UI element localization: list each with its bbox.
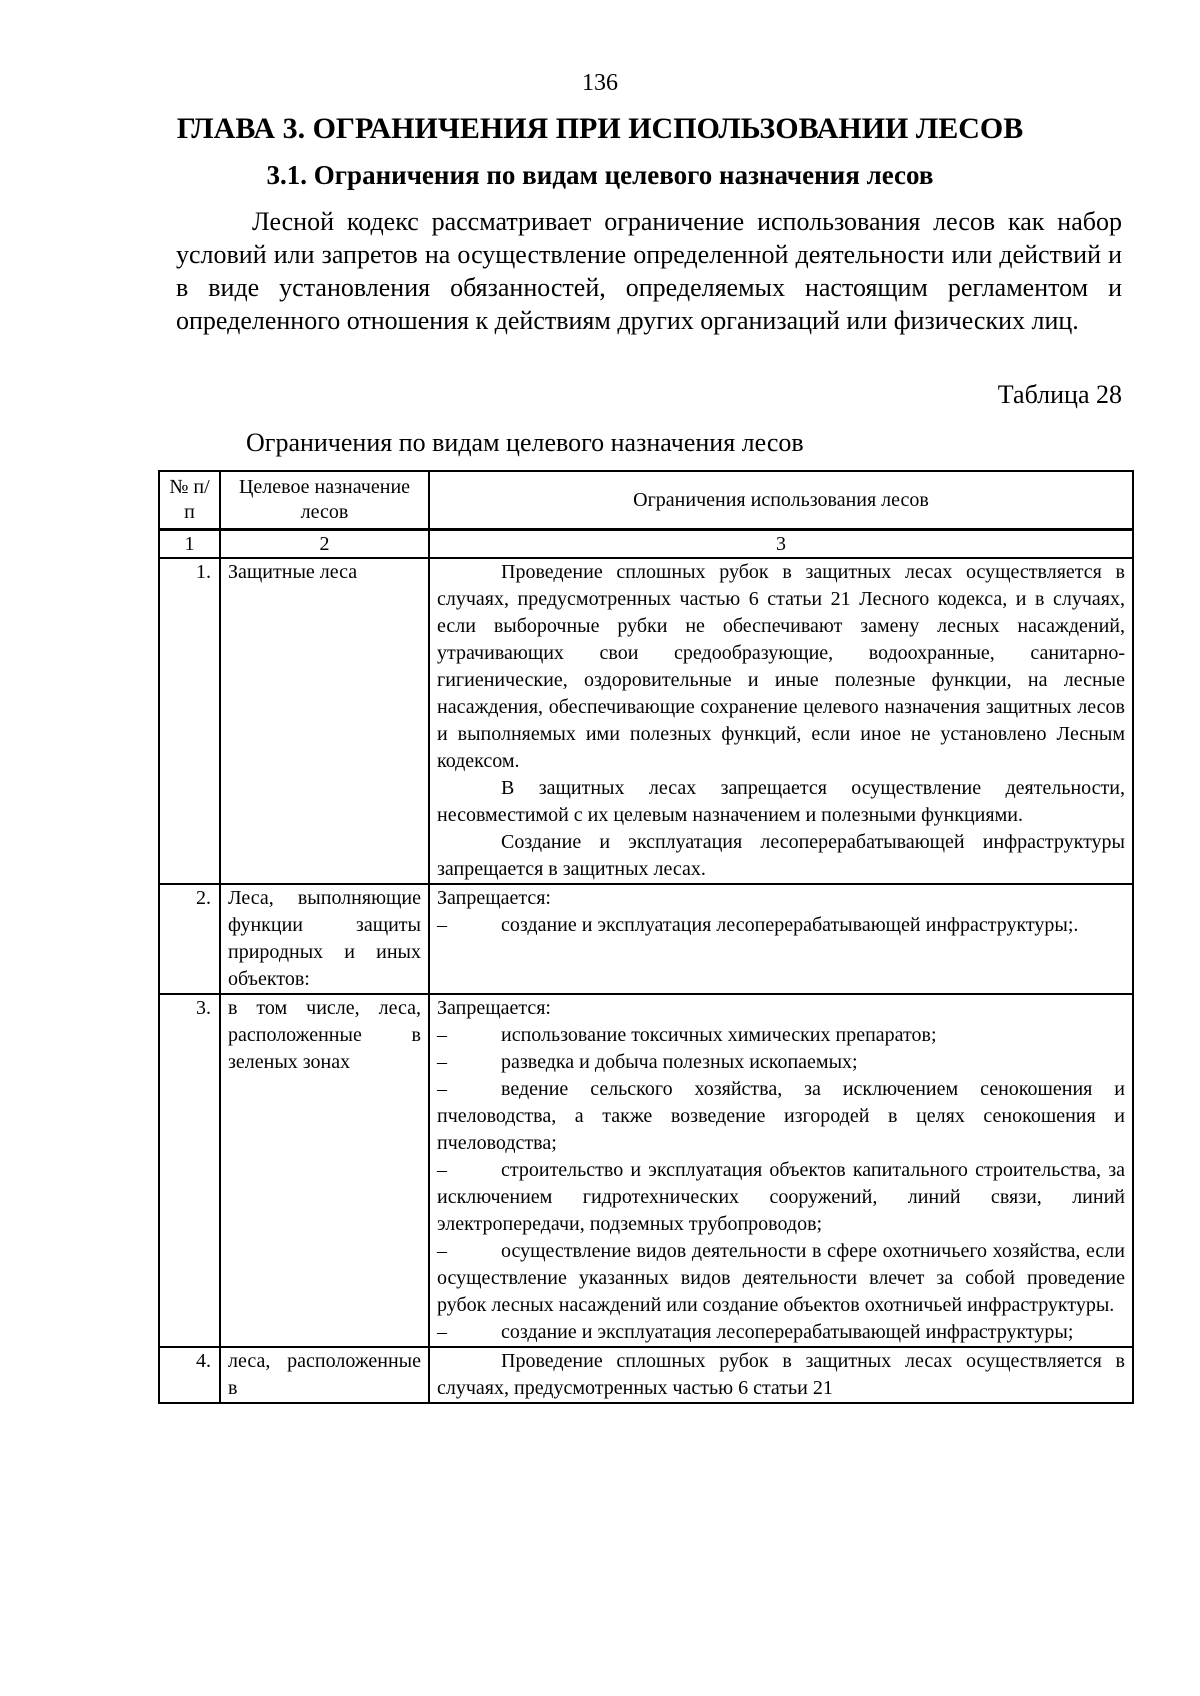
restriction-item-text: строительство и эксплуатация объектов капитального строительства, за исключением гидротехнических сооружений, линий связи, линий электропередачи, подземных трубопроводов; — [437, 1159, 1125, 1235]
column-number-row — [159, 530, 1133, 559]
restriction-item — [437, 1049, 1125, 1076]
dash-marker: – — [437, 914, 447, 936]
column-number: 3 — [429, 530, 1133, 559]
restriction-item — [437, 1076, 1125, 1157]
restriction-item-text: использование токсичных химических препаратов; — [501, 1024, 937, 1046]
row-number: 2. — [159, 884, 220, 994]
row-purpose: Защитные леса — [220, 558, 429, 884]
column-number: 2 — [220, 530, 429, 559]
restriction-item — [437, 912, 1125, 939]
table-number: Таблица 28 — [997, 380, 1122, 409]
restriction-item — [437, 1238, 1125, 1319]
dash-marker: – — [437, 1159, 447, 1181]
restriction-item — [437, 1319, 1125, 1346]
row-number: 4. — [159, 1347, 220, 1403]
restriction-item-text: разведка и добыча полезных ископаемых; — [501, 1051, 858, 1073]
column-number: 1 — [159, 530, 220, 559]
restriction-paragraph: Проведение сплошных рубок в защитных лесах осуществляется в случаях, предусмотренных частью 6 статьи 21 — [437, 1350, 1125, 1399]
page-number: 136 — [582, 70, 618, 96]
row-purpose: Леса, выполняющие функции защиты природных и иных объектов: — [220, 884, 429, 994]
header-num: № п/п — [159, 471, 220, 530]
row-restrictions — [429, 1347, 1133, 1403]
dash-marker: – — [437, 1240, 447, 1262]
dash-marker: – — [437, 1321, 447, 1343]
restriction-item-text: ведение сельского хозяйства, за исключением сенокошения и пчеловодства, а также возведение изгородей в целях сенокошения и пчеловодства; — [437, 1078, 1125, 1154]
row-restrictions — [429, 558, 1133, 884]
dash-marker: – — [437, 1078, 447, 1100]
restriction-item — [437, 1157, 1125, 1238]
row-restrictions — [429, 884, 1133, 994]
table-row — [159, 1347, 1133, 1403]
table-caption — [176, 428, 1122, 458]
restrictions-table — [158, 470, 1134, 1404]
row-number: 1. — [159, 558, 220, 884]
intro-paragraph: Лесной кодекс рассматривает ограничение использования лесов как набор условий или запретов на осуществление определенной деятельности или действий и в виде установления обязанностей, определяемых настоящим регламентом и определенного отношения к действиям других организаций или физических лиц. — [176, 207, 1122, 335]
section-title: 3.1. Ограничения по видам целевого назначения лесов — [266, 160, 934, 190]
restriction-paragraph: В защитных лесах запрещается осуществление деятельности, несовместимой с их целевым назначением и полезными функциями. — [437, 777, 1125, 826]
chapter-title: ГЛАВА 3. ОГРАНИЧЕНИЯ ПРИ ИСПОЛЬЗОВАНИИ ЛЕСОВ — [176, 112, 1024, 145]
header-purpose: Целевое назначение лесов — [220, 471, 429, 530]
table-header-row — [159, 471, 1133, 530]
dash-marker: – — [437, 1051, 447, 1073]
row-purpose: леса, расположенные в — [220, 1347, 429, 1403]
table-caption-text: Ограничения по видам целевого назначения лесов — [246, 428, 804, 457]
restriction-item — [437, 1022, 1125, 1049]
dash-marker: – — [437, 1024, 447, 1046]
table-row — [159, 884, 1133, 994]
restriction-item-text: создание и эксплуатация лесоперерабатывающей инфраструктуры;. — [501, 914, 1079, 936]
restriction-lead: Запрещается: — [437, 997, 551, 1019]
restriction-item-text: создание и эксплуатация лесоперерабатывающей инфраструктуры; — [501, 1321, 1074, 1343]
row-number: 3. — [159, 994, 220, 1347]
header-restrictions: Ограничения использования лесов — [429, 471, 1133, 530]
row-purpose: в том числе, леса, расположенные в зеленых зонах — [220, 994, 429, 1347]
restriction-item-text: осуществление видов деятельности в сфере охотничьего хозяйства, если осуществление указанных видов деятельности влечет за собой проведение рубок лесных насаждений или создание объектов охотничьей инфраструктуры. — [437, 1240, 1125, 1316]
restriction-paragraph: Проведение сплошных рубок в защитных лесах осуществляется в случаях, предусмотренных частью 6 статьи 21 Лесного кодекса, и в случаях, если выборочные рубки не обеспечивают замену лесных насаждений, утрачивающих свои средообразующие, водоохранные, санитарно-гигиенические, оздоровительные и иные полезные функции, на лесные насаждения, обеспечивающие сохранение целевого назначения защитных лесов и выполняемых ими полезных функций, если иное не установлено Лесным кодексом. — [437, 561, 1125, 772]
table-row — [159, 994, 1133, 1347]
table-row — [159, 558, 1133, 884]
restriction-paragraph: Создание и эксплуатация лесоперерабатывающей инфраструктуры запрещается в защитных лесах. — [437, 831, 1125, 880]
restriction-lead: Запрещается: — [437, 887, 551, 909]
row-restrictions — [429, 994, 1133, 1347]
